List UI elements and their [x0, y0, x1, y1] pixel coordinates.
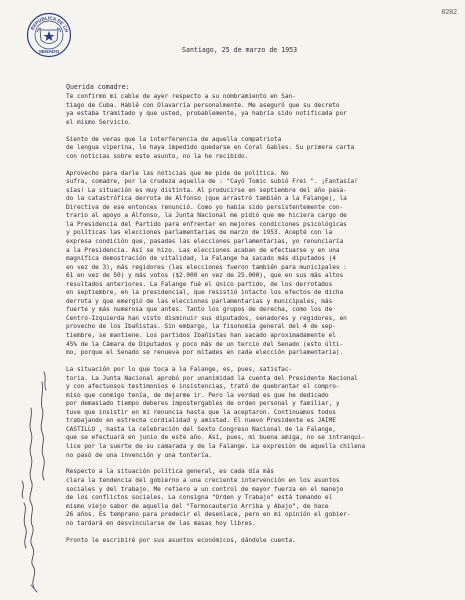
- text-line: ya estaba tramitado y que usted, probablemente, ya habría sido notificada por: [66, 110, 347, 118]
- text-line: la Presidencia del Partido para enfrentar en mejores condiciones psicológicas: [66, 220, 347, 228]
- senate-seal-logo: [26, 12, 72, 58]
- text-line: toria. La Junta Nacional aprobó por unanimidad la cuenta del Presidente Nacional: [66, 374, 358, 382]
- text-line: 45% de la Cámara de Diputados y poco más de un tercio del Senado (esto últi-: [66, 340, 344, 348]
- text-line: fuerte y más numerosa que antes. Tanto los grupos de derecha, como los de: [66, 306, 333, 314]
- text-line: magnífica demostración de vitalidad, la Falange ha sacado más diputados (4: [66, 255, 336, 263]
- text-line: clara la tendencia del gobierno a una creciente intervención en los asuntos: [66, 476, 340, 484]
- text-line: Te confirmo mi cable de ayer respecto a su nombramiento en San-: [66, 93, 296, 100]
- text-line: La situación por lo que toca a la Falange, es, pues, satisfac-: [66, 366, 293, 374]
- paragraph: [66, 468, 452, 528]
- text-line: miso que conmigo tenía, de dejarme ir. Pero la verdad es que he dedicado: [66, 391, 329, 399]
- archive-number: 8282: [441, 9, 457, 16]
- text-line: trario al apoyo a Alfonso, la Junta Nacional me pidió que me hiciera cargo de: [66, 212, 347, 220]
- text-line: no pasó de una invención y una tontería.: [66, 451, 212, 459]
- paragraph: [66, 136, 452, 162]
- paragraph: [66, 170, 452, 358]
- text-line: Pronto le escribiré por sus asuntos económicos, dándole cuenta.: [66, 536, 296, 544]
- text-line: tiembre, se mantiene. Los partidos Ibañistas han sacado aproximadamente el: [66, 332, 336, 339]
- text-line: Aprovecho para darle las noticias que me pide de política. No: [66, 169, 289, 177]
- text-line: a la Presidencia. Así se hizo. Las elecciones acaban de efectuarse y en una: [66, 246, 340, 254]
- letter-body: [66, 93, 452, 554]
- text-line: en vez de 3), más regidores (las elecciones fueron también para municipales :: [66, 263, 347, 271]
- text-line: y políticas las elecciones parlamentarias de marzo de 1953. Acepté con la: [66, 229, 333, 237]
- text-line: con noticias sobre este asunto, no la he recibido.: [66, 152, 249, 160]
- greeting: Querida comadre:: [66, 83, 130, 91]
- seal-text-bottom: SENADO: [38, 50, 60, 55]
- text-line: que se efectuará en junio de este año. Así, pues, mi buena amiga, no se intranqui-: [66, 434, 366, 442]
- text-line: Siento de veras que la interferencia de aquella compatriota: [66, 135, 282, 143]
- text-line: mo, porque el Senado se renueva por mitades en cada elección parlamentaria).: [66, 349, 344, 357]
- text-line: 26 años. Es temprano para predecir el desenlace, pero en mi opinión el gobier-: [66, 511, 351, 519]
- text-line: de los conflictos sociales. La consigna "Orden y Trabajo" está tomando el: [66, 494, 333, 502]
- text-line: tuve que insistir en mi renuncia hasta que la aceptaron. Continuamos todos: [66, 408, 336, 416]
- text-line: mismo viejo sabor de aquella del "Termocauterio Arriba y Abajo", de hace: [66, 502, 329, 510]
- text-line: trabajando en estrecha cordialidad y amistad. El nuevo Presidente es JAIME: [66, 417, 336, 425]
- text-line: 61 en vez de 50) y más votos ($2.000 en vez de 25.000), que en sus más altos: [66, 272, 344, 280]
- text-line: Centro-Izquierda han visto disminuir sus diputados, senadores y regidores, en: [66, 314, 347, 322]
- text-line: lice por la suerte de su camarada y de la Falange. La expresión de aquella chilena: [66, 442, 366, 450]
- paragraph: [66, 93, 452, 127]
- dateline: Santiago, 25 de marzo de 1953: [182, 46, 298, 54]
- text-line: tiago de Cuba. Hablé con Olavarría personalmente. Me aseguró que su decreto: [66, 101, 340, 109]
- text-line: sías! La situación es muy distinta. Al producirse en septiembre del año pasa-: [66, 186, 347, 194]
- text-line: el mismo Servicio.: [66, 118, 132, 126]
- text-line: derrota y que emergió de las elecciones parlamentarias y municipales, más: [66, 297, 333, 305]
- seal-text-top: REPUBLICA DE CH: [29, 15, 70, 33]
- handwritten-margin-note: [4, 360, 50, 595]
- text-line: y con afectuosos testimonios e insistencias, trató de quebrantar el compro-: [66, 383, 340, 391]
- text-line: CASTILLO , hasta la celebración del Sexto Congreso Nacional de la Falange,: [66, 425, 336, 433]
- text-line: do la catastrófica derrota de Alfonso (que arrastró también a la Falange), la: [66, 195, 347, 203]
- text-line: por demasiado tiempo deberes impostergables de orden personal y familiar, y: [66, 400, 340, 408]
- text-line: expresa condición que, pasadas las elecciones parlamentarias, yo renunciaría: [66, 237, 344, 245]
- paragraph: [66, 366, 452, 460]
- text-line: no tardará en desvincularse de las masas hoy libres.: [66, 519, 256, 527]
- text-line: resultados anteriores. La Falange fué el único partido, de los derrotados: [66, 280, 333, 288]
- text-line: Respecto a la situación política general, es cada día más: [66, 468, 274, 476]
- text-line: de lengua viperina, le haya impedido quedarse en Coral Gables. Su primera carta: [66, 144, 355, 152]
- text-line: provecho de los Ibañistas. Sin embargo, la fisonomía general del 4 de sep-: [66, 323, 336, 331]
- text-line: sociales y del trabajo. Me refiero a un control de mayor fuerza en el manejo: [66, 485, 344, 493]
- paragraph: [66, 537, 452, 546]
- text-line: en septiembre, en la presidencial, que resistió intacto los efectos de dicha: [66, 289, 344, 297]
- text-line: sufra, comadre, por la crudeza aquella de : "Cayó Tomic subió Frei ". ¡Fantasía!: [66, 178, 358, 186]
- text-line: Directiva de ese entonces renunció. Como yo había sido persistentemente con-: [66, 203, 344, 211]
